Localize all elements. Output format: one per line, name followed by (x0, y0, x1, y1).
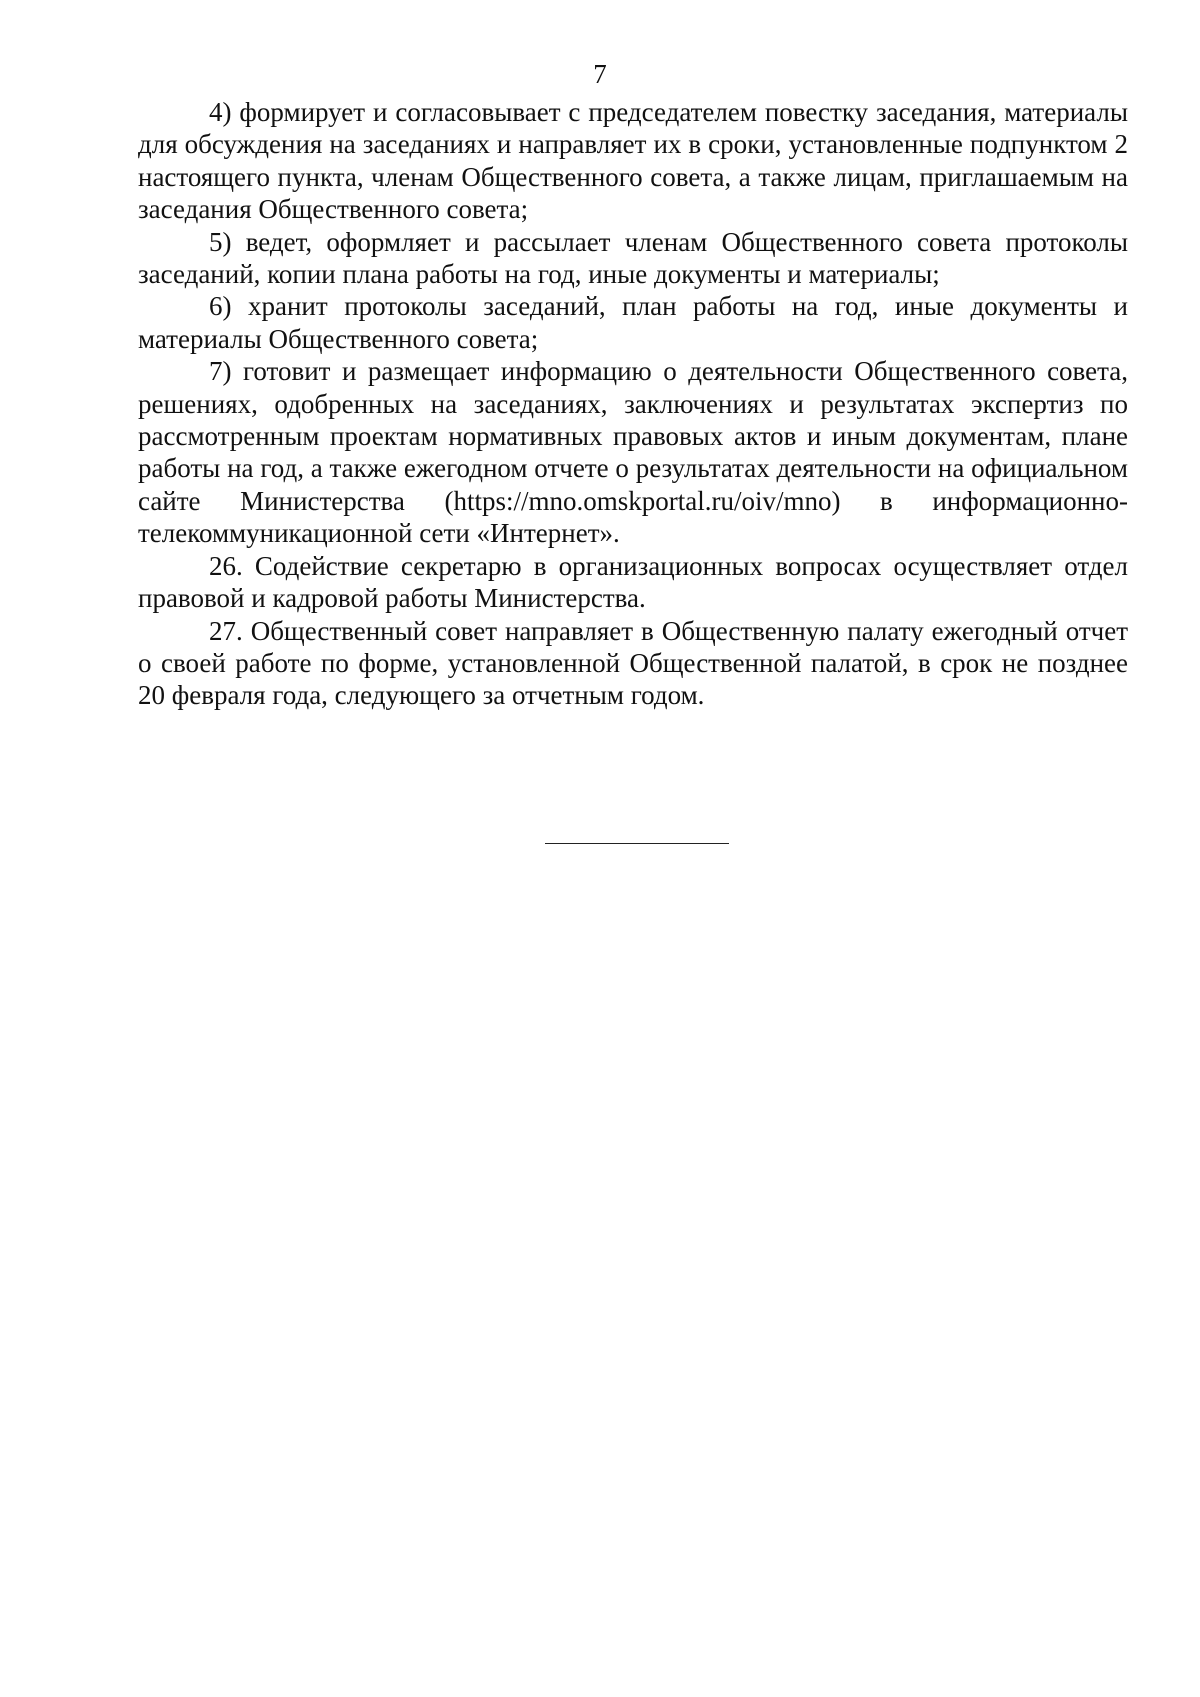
page-number: 7 (593, 59, 607, 89)
paragraph-item-4: 4) формирует и согласовывает с председателем повестку заседания, материалы для обсуждения на заседаниях и направляет их в сроки, установленные подпунктом 2 настоящего пункта, членам Общественного совета, а также лицам, приглашаемым на заседания Общественного совета; (138, 97, 1128, 225)
paragraph-clause-26: 26. Содействие секретарю в организационных вопросах осуществляет отдел правовой и кадровой работы Министерства. (138, 550, 1128, 614)
paragraph-clause-27: 27. Общественный совет направляет в Общественную палату ежегодный отчет о своей работе по форме, установленной Общественной палатой, в срок не позднее 20 февраля года, следующего за отчетным годом. (138, 615, 1128, 711)
document-body (138, 96, 1128, 712)
closing-divider (545, 843, 729, 844)
paragraph-item-7: 7) готовит и размещает информацию о деятельности Общественного совета, решениях, одобренных на заседаниях, заключениях и результатах экспертиз по рассмотренным проектам нормативных правовых актов и иным документам, плане работы на год, а также ежегодном отчете о результатах деятельности на официальном сайте Министерства (https://mno.omskportal.ru/oiv/mno) в информационно-телекоммуникационной сети «Интернет». (138, 356, 1128, 549)
paragraph-item-6: 6) хранит протоколы заседаний, план работы на год, иные документы и материалы Общественного совета; (138, 291, 1128, 354)
paragraph-item-5: 5) ведет, оформляет и рассылает членам Общественного совета протоколы заседаний, копии плана работы на год, иные документы и материалы; (138, 226, 1128, 290)
